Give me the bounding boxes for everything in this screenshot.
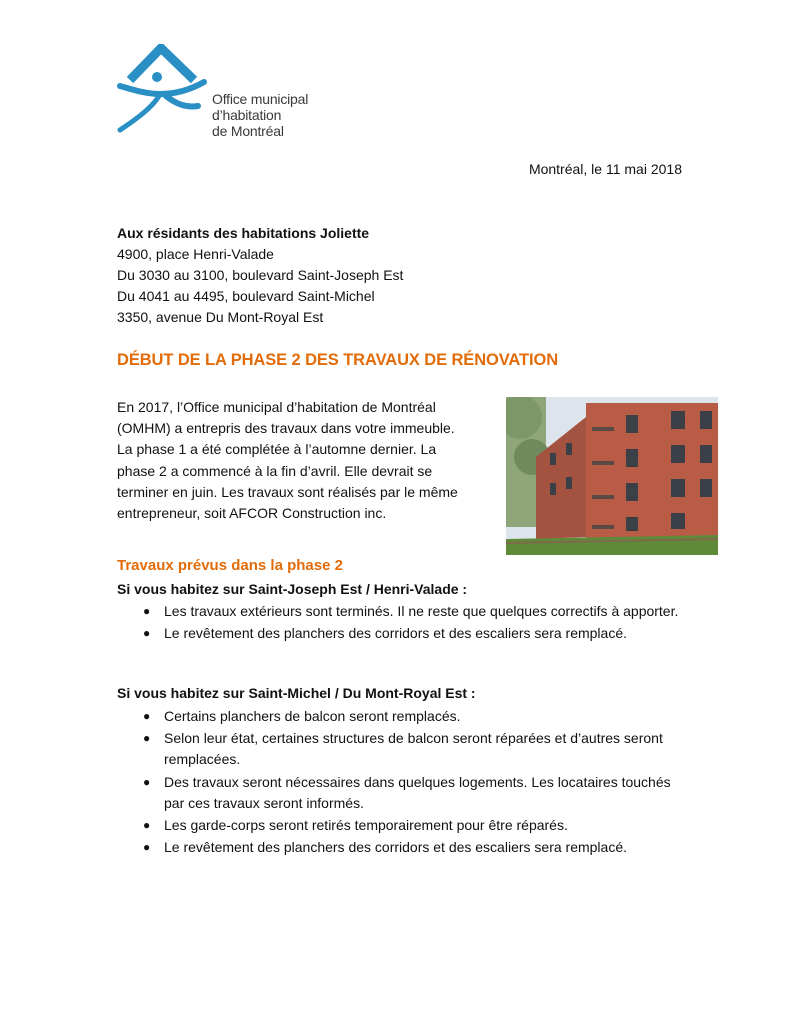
omhm-logo-icon <box>116 44 216 139</box>
list-item <box>117 623 687 644</box>
section-saint-michel-list <box>117 706 687 859</box>
building-photo <box>506 397 718 555</box>
list-item <box>117 706 687 727</box>
intro-line: La phase 1 a été complétée à l’automne dernier. La <box>117 441 437 458</box>
list-item <box>117 772 687 814</box>
org-name-line1: Office municipal <box>212 91 309 107</box>
letter-date: Montréal, le 11 mai 2018 <box>528 161 682 177</box>
org-name-line3: de Montréal <box>212 123 284 139</box>
omhm-logo <box>116 44 326 139</box>
list-item-text: Le revêtement des planchers des corridors et des escaliers sera remplacé. <box>164 839 627 856</box>
intro-line: (OMHM) a entrepris des travaux dans votre immeuble. <box>117 420 455 437</box>
bullet-icon: ● <box>143 774 151 789</box>
list-item-text: Des travaux seront nécessaires dans quelques logements. Les locataires touchés par ces travaux seront informés. <box>164 773 671 811</box>
list-item-text: Selon leur état, certaines structures de balcon seront réparées et d’autres seront remplacées. <box>164 730 663 768</box>
list-item <box>117 728 687 770</box>
org-name-line2: d’habitation <box>212 107 282 123</box>
bullet-icon: ● <box>143 709 151 723</box>
list-item-text: Le revêtement des planchers des corridors et des escaliers sera remplacé. <box>164 625 627 642</box>
list-item-text: Les travaux extérieurs sont terminés. Il ne reste que quelques correctifs à apporter. <box>164 603 679 619</box>
bullet-icon: ● <box>143 731 151 746</box>
phase2-subheading: Travaux prévus dans la phase 2 <box>117 557 343 574</box>
list-item <box>117 815 687 836</box>
intro-line: entrepreneur, soit AFCOR Construction inc. <box>117 505 387 522</box>
intro-paragraph <box>117 397 497 524</box>
list-item <box>117 837 687 858</box>
bullet-icon: ● <box>143 626 151 641</box>
bullet-icon: ● <box>143 604 151 618</box>
recipient-title: Aux résidants des habitations Joliette <box>117 225 370 241</box>
address-line: Du 3030 au 3100, boulevard Saint-Joseph Est <box>117 267 404 283</box>
recipient-block <box>117 223 403 328</box>
intro-line: En 2017, l’Office municipal d’habitation de Montréal <box>117 399 436 415</box>
address-line: 4900, place Henri-Valade <box>117 246 274 262</box>
address-line: Du 4041 au 4495, boulevard Saint-Michel <box>117 288 375 304</box>
building-illustration <box>506 397 718 555</box>
org-name <box>212 91 308 139</box>
bullet-icon: ● <box>143 818 151 833</box>
section-saint-joseph-title: Si vous habitez sur Saint-Joseph Est / Henri-Valade : <box>117 581 468 597</box>
headline: DÉBUT DE LA PHASE 2 DES TRAVAUX DE RÉNOVATION <box>117 351 559 369</box>
intro-line: terminer en juin. Les travaux sont réalisés par le même <box>117 483 458 500</box>
list-item-text: Les garde-corps seront retirés temporairement pour être réparés. <box>164 817 568 834</box>
list-item <box>117 601 687 622</box>
section-saint-michel-title: Si vous habitez sur Saint-Michel / Du Mont-Royal Est : <box>117 685 476 701</box>
list-item-text: Certains planchers de balcon seront remplacés. <box>164 708 461 724</box>
bullet-icon: ● <box>143 840 151 855</box>
address-line: 3350, avenue Du Mont-Royal Est <box>117 309 324 325</box>
section-saint-joseph-list <box>117 601 687 645</box>
intro-line: phase 2 a commencé à la fin d’avril. Elle devrait se <box>117 462 433 479</box>
